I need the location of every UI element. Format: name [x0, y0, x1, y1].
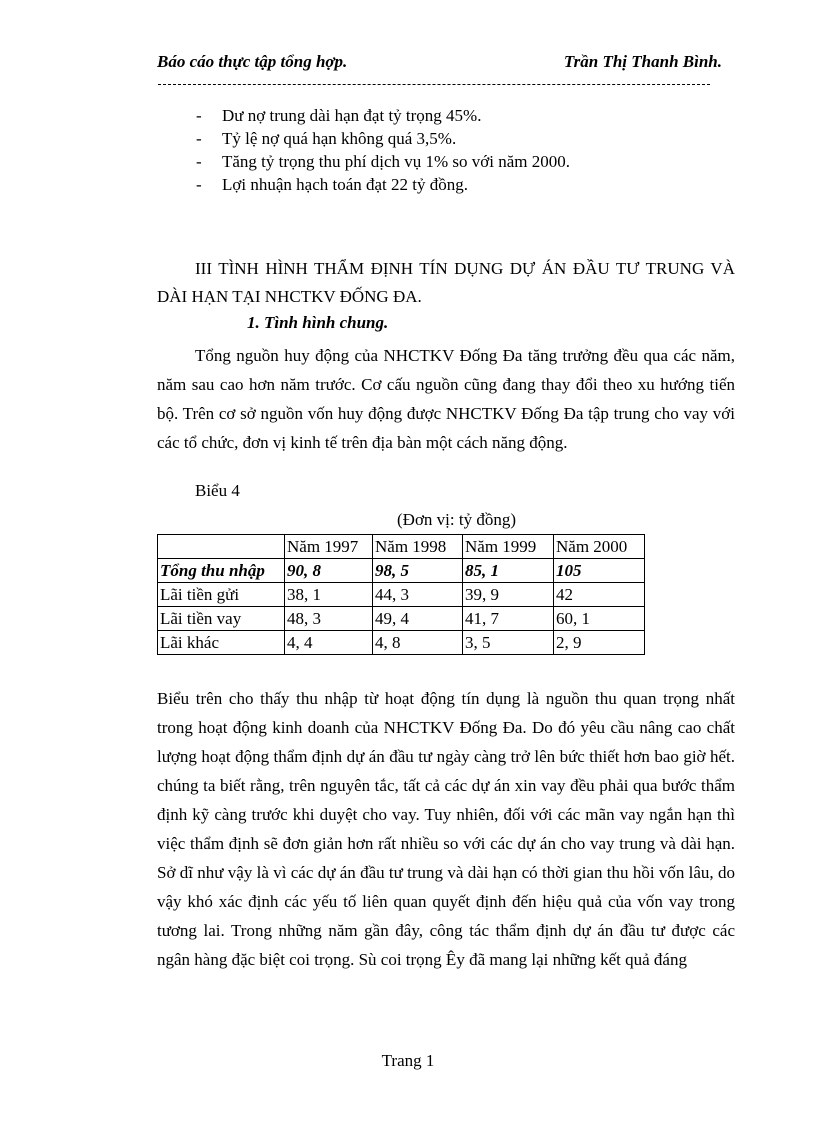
table-header-cell: [158, 535, 285, 559]
table-cell: 49, 4: [373, 607, 463, 631]
table-header-cell: Năm 1997: [285, 535, 373, 559]
table-cell: 105: [554, 559, 645, 583]
table-cell: 42: [554, 583, 645, 607]
dash-bullet: -: [196, 106, 202, 125]
table-row: [158, 559, 645, 583]
table-header-cell: Năm 1999: [463, 535, 554, 559]
table-unit: (Đơn vị: tỷ đồng): [397, 510, 517, 529]
section-heading: III TÌNH HÌNH THẨM ĐỊNH TÍN DỤNG DỰ ÁN ĐẦU TƯ TRUNG VÀ DÀI HẠN TẠI NHCTKV ĐỐNG ĐA.: [157, 259, 735, 306]
page-header: [157, 52, 722, 78]
paragraph-analysis: Biểu trên cho thấy thu nhập từ hoạt động tín dụng là nguồn thu quan trọng nhất trong hoạt động kinh doanh của NHCTKV Đống Đa. Do đó yêu cầu nâng cao chất lượng hoạt động thẩm định dự án đầu tư ngày càng trở lên bức thiết hơn bao giờ hết. chúng ta biết rằng, trên nguyên tắc, tất cả các dự án xin vay đều phải qua bước thẩm định kỹ càng trước khi duyệt cho vay. Tuy nhiên, đối với các mãn vay ngắn hạn thì việc thẩm định sẽ đơn giản hơn rất nhiều so với các dự án cho vay trung và dài hạn. Sở dĩ như vậy là vì các dự án đầu tư trung và dài hạn có thời gian thu hồi vốn lâu, do vậy khó xác định các yếu tố liên quan quyết định đến hiệu quả của vốn vay trong tương lai. Trong những năm gần đây, công tác thẩm định dự án đầu tư được các ngân hàng đặc biệt coi trọng. Sù coi trọng Êy đã mang lại những kết quả đáng: [157, 689, 735, 969]
author-name: Trần Thị Thanh Bình.: [563, 52, 722, 71]
table-header-cell: Năm 1998: [373, 535, 463, 559]
dash-bullet: -: [196, 152, 202, 171]
table-cell: Lãi tiền gửi: [158, 583, 285, 607]
subsection-heading: 1. Tình hình chung.: [247, 313, 389, 332]
list-item: - Lợi nhuận hạch toán đạt 22 tỷ đồng.: [196, 175, 468, 194]
list-item: - Tỷ lệ nợ quá hạn không quá 3,5%.: [196, 129, 457, 148]
table-row: [158, 631, 645, 655]
dash-bullet: -: [196, 175, 202, 194]
table-cell: 38, 1: [285, 583, 373, 607]
table-cell: 4, 4: [285, 631, 373, 655]
table-header-cell: Năm 2000: [554, 535, 645, 559]
income-table: [157, 534, 645, 655]
table-cell: 3, 5: [463, 631, 554, 655]
table-cell: 98, 5: [373, 559, 463, 583]
table-cell: 41, 7: [463, 607, 554, 631]
paragraph-intro: Tổng nguồn huy động của NHCTKV Đống Đa tăng trưởng đều qua các năm, năm sau cao hơn năm trước. Cơ cấu nguồn cũng đang thay đổi theo xu hướng tiến bộ. Trên cơ sở nguồn vốn huy động được NHCTKV Đống Đa tập trung cho vay với các tổ chức, đơn vị kinh tế trên địa bàn một cách năng động.: [157, 346, 735, 452]
table-cell: 60, 1: [554, 607, 645, 631]
page-number: Trang 1: [381, 1051, 435, 1070]
table-caption: Biểu 4: [195, 481, 240, 500]
table-cell: 44, 3: [373, 583, 463, 607]
header-divider: [158, 84, 710, 85]
table-header-row: [158, 535, 645, 559]
table-cell: 90, 8: [285, 559, 373, 583]
table-cell: 85, 1: [463, 559, 554, 583]
list-item: - Dư nợ trung dài hạn đạt tỷ trọng 45%.: [196, 106, 482, 125]
table-cell: 4, 8: [373, 631, 463, 655]
table-cell: 39, 9: [463, 583, 554, 607]
report-title: Báo cáo thực tập tổng hợp.: [157, 52, 348, 71]
target-list: [196, 104, 570, 196]
table-cell: Tổng thu nhập: [158, 559, 285, 583]
table-cell: Lãi tiền vay: [158, 607, 285, 631]
list-item: - Tăng tỷ trọng thu phí dịch vụ 1% so với năm 2000.: [196, 152, 571, 171]
dash-bullet: -: [196, 129, 202, 148]
table-row: [158, 607, 645, 631]
table-cell: Lãi khác: [158, 631, 285, 655]
table-row: [158, 583, 645, 607]
table-cell: 48, 3: [285, 607, 373, 631]
table-cell: 2, 9: [554, 631, 645, 655]
